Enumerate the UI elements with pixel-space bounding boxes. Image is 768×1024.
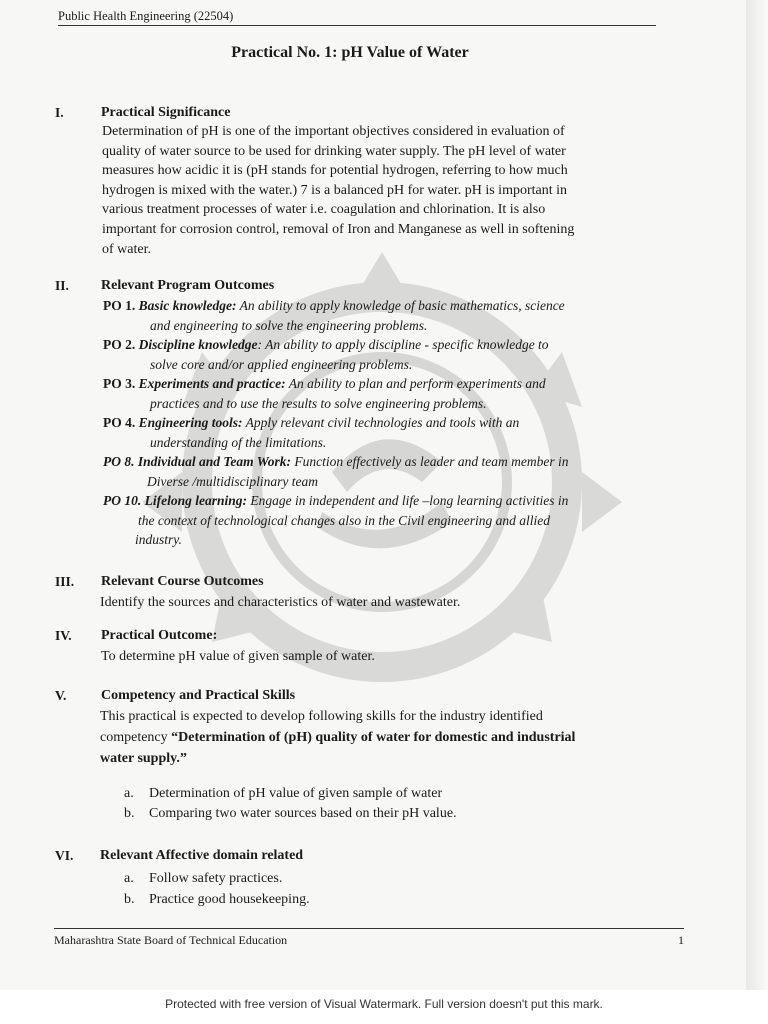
list-item <box>124 892 310 908</box>
section-number: III. <box>55 574 75 589</box>
text-line: various treatment processes of water i.e. coagulation and chlorination. It is also <box>102 202 546 218</box>
list-item <box>124 806 457 822</box>
po-text: Engage in independent and life –long learning activities in <box>247 493 569 508</box>
program-outcome-po10 <box>103 491 623 550</box>
program-outcome-po2 <box>103 335 623 374</box>
po-text: understanding of the limitations. <box>150 434 327 450</box>
po-label: PO 8. <box>103 454 135 469</box>
po-text: Apply relevant civil technologies and tools with an <box>242 415 520 430</box>
list-text: Practice good housekeeping. <box>149 892 310 907</box>
text-line: measures how acidic it is (pH stands for potential hydrogen, referring to how much <box>102 163 568 179</box>
section-heading: Relevant Affective domain related <box>100 848 304 863</box>
section-number: VI. <box>55 848 74 863</box>
section-heading: Relevant Course Outcomes <box>101 574 264 589</box>
competency-statement: “Determination of (pH) quality of water for domestic and industrial <box>171 730 576 745</box>
page-number: 1 <box>678 933 684 947</box>
section-number: II. <box>55 278 69 293</box>
po-text: Diverse /multidisciplinary team <box>147 473 318 489</box>
po-text: and engineering to solve the engineering problems. <box>150 317 428 333</box>
po-text: Function effectively as leader and team member in <box>291 454 569 469</box>
competency-statement-end: water supply.” <box>100 751 187 766</box>
significance-paragraph <box>102 122 648 259</box>
po-key: Discipline knowledge <box>138 337 258 352</box>
text-line: Determination of pH is one of the important objectives considered in evaluation of <box>102 124 565 139</box>
text-span: competency <box>100 730 172 745</box>
practical-outcome-text: To determine pH value of given sample of water. <box>101 649 375 664</box>
footer-rule <box>54 928 684 929</box>
po-label: PO 3. <box>103 376 136 391</box>
program-outcome-po1 <box>103 296 623 335</box>
section-number: V. <box>55 688 67 703</box>
section-heading: Competency and Practical Skills <box>101 688 296 703</box>
list-text: Comparing two water sources based on their pH value. <box>149 806 457 821</box>
text-line: hydrogen is mixed with the water.) 7 is a balanced pH for water. pH is important in <box>102 182 568 198</box>
text-line: quality of water source to be used for drinking water supply. The pH level of water <box>102 143 566 159</box>
running-header: Public Health Engineering (22504) <box>58 9 234 23</box>
course-outcome-text: Identify the sources and characteristics of water and wastewater. <box>100 595 461 610</box>
program-outcome-po4 <box>103 413 623 452</box>
section-number: IV. <box>55 628 72 643</box>
po-key: Experiments and practice: <box>138 376 286 391</box>
competency-paragraph <box>100 706 670 769</box>
po-text: An ability to plan and perform experiments and <box>285 376 546 391</box>
list-text: Determination of pH value of given sample of water <box>149 786 443 801</box>
section-heading: Relevant Program Outcomes <box>101 278 275 293</box>
po-text: practices and to use the results to solve engineering problems. <box>150 395 487 411</box>
text-line: of water. <box>102 241 151 257</box>
po-text: solve core and/or applied engineering problems. <box>150 356 413 372</box>
watermark-notice: Protected with free version of Visual Watermark. Full version doesn't put this mark. <box>165 997 603 1011</box>
po-key: Basic knowledge: <box>138 298 237 313</box>
list-letter: b. <box>124 806 135 821</box>
program-outcome-po3 <box>103 374 623 413</box>
po-text: : An ability to apply discipline - specific knowledge to <box>257 337 549 352</box>
po-key: Individual and Team Work: <box>137 454 292 469</box>
text-line: This practical is expected to develop following skills for the industry identified <box>100 709 543 724</box>
program-outcome-po8 <box>103 452 623 491</box>
po-text: industry. <box>135 532 182 547</box>
practical-title: Practical No. 1: pH Value of Water <box>231 44 469 61</box>
section-number: I. <box>55 105 64 120</box>
po-text: the context of technological changes also in the Civil engineering and allied <box>138 512 551 528</box>
list-text: Follow safety practices. <box>149 871 283 886</box>
text-line <box>100 727 670 748</box>
list-letter: a. <box>124 786 134 801</box>
po-key: Engineering tools: <box>138 415 243 430</box>
section-heading: Practical Significance <box>101 105 231 120</box>
po-label: PO 1. <box>103 298 136 313</box>
po-text: An ability to apply knowledge of basic mathematics, science <box>236 298 565 313</box>
po-label: PO 4. <box>103 415 136 430</box>
list-item <box>124 786 442 802</box>
list-letter: b. <box>124 892 135 907</box>
scan-edge <box>746 0 768 990</box>
po-label: PO 10. <box>103 493 142 508</box>
text-line: important for corrosion control, removal of Iron and Manganese as well in softening <box>102 221 575 237</box>
po-label: PO 2. <box>103 337 136 352</box>
po-key: Lifelong learning: <box>144 493 248 508</box>
header-rule <box>58 25 656 26</box>
section-heading: Practical Outcome: <box>101 628 218 643</box>
list-item <box>124 871 282 887</box>
footer-board: Maharashtra State Board of Technical Education <box>54 933 288 947</box>
list-letter: a. <box>124 871 134 886</box>
